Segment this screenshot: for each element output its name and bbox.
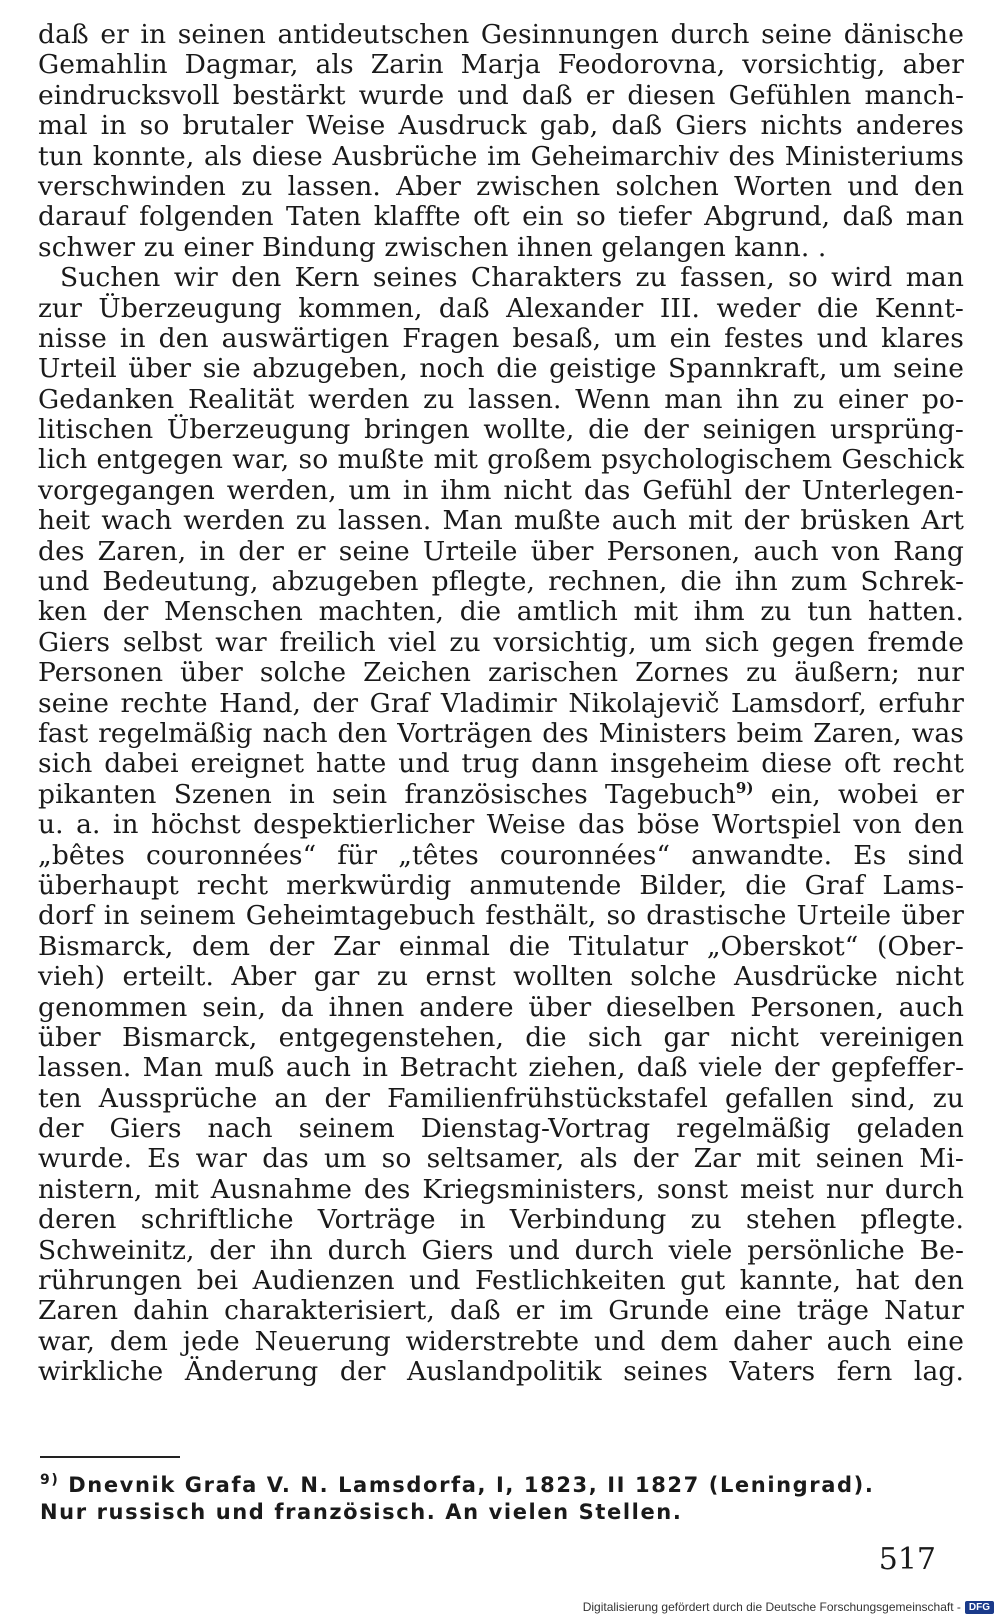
text-line: zur Überzeugung kommen, daß Alexander III. weder die Kennt- — [38, 292, 964, 324]
text-line: tun konnte, als diese Ausbrüche im Geheimarchiv des Ministeriums — [38, 140, 964, 172]
text-line: lassen. Man muß auch in Betracht ziehen, daß viele der gepfeffer- — [38, 1052, 964, 1084]
text-line: Personen über solche Zeichen zarischen Zornes zu äußern; nur — [38, 657, 964, 689]
text-line: daß er in seinen antideutschen Gesinnungen durch seine dänische — [38, 19, 964, 50]
text-line: Giers selbst war freilich viel zu vorsichtig, um sich gegen fremde — [38, 626, 964, 658]
page-number: 517 — [878, 1542, 936, 1577]
footnote-reference[interactable]: 9) — [735, 778, 754, 797]
text-line: heit wach werden zu lassen. Man mußte auch mit der brüsken Art — [38, 505, 964, 537]
text-line: und Bedeutung, abzugeben pflegte, rechnen, die ihn zum Schrek- — [38, 566, 964, 598]
text-line: Schweinitz, der ihn durch Giers und durch viele persönliche Be- — [38, 1234, 964, 1266]
text-line: Zaren dahin charakterisiert, daß er im Grunde eine träge Natur — [38, 1295, 964, 1327]
text-line: nisse in den auswärtigen Fragen besaß, um ein festes und klares — [38, 322, 964, 354]
text-line: fast regelmäßig nach den Vorträgen des Ministers beim Zaren, was — [38, 717, 964, 749]
text-line: war, dem jede Neuerung widerstrebte und dem daher auch eine — [38, 1325, 964, 1357]
text-line-with-footnote-ref — [38, 780, 964, 810]
text-line: Bismarck, dem der Zar einmal die Titulatur „Oberskot“ (Ober- — [38, 930, 964, 962]
text-line: wirkliche Änderung der Auslandpolitik seines Vaters fern lag. — [38, 1356, 964, 1388]
text-line: genommen sein, da ihnen andere über dieselben Personen, auch — [38, 991, 964, 1023]
text-line: Urteil über sie abzugeben, noch die geistige Spannkraft, um seine — [38, 353, 964, 385]
text-line: u. a. in höchst despektierlicher Weise das böse Wortspiel von den — [38, 809, 964, 841]
credit-text: Digitalisierung gefördert durch die Deutsche Forschungsgemeinschaft - — [582, 1600, 961, 1614]
text-segment: pikanten Szenen in sein französisches Tagebuch — [38, 778, 736, 810]
digitization-credit — [583, 1600, 994, 1614]
text-line: überhaupt recht merkwürdig anmutende Bilder, die Graf Lams- — [38, 869, 964, 901]
text-line: ken der Menschen machten, die amtlich mit ihm zu tun hatten. — [38, 596, 964, 628]
text-line: des Zaren, in der er seine Urteile über Personen, auch von Rang — [38, 535, 964, 567]
text-line: über Bismarck, entgegenstehen, die sich gar nicht vereinigen — [38, 1021, 964, 1053]
text-line: Gemahlin Dagmar, als Zarin Marja Feodorovna, vorsichtig, aber — [38, 49, 964, 81]
text-line: dorf in seinem Geheimtagebuch festhält, so drastische Urteile über — [38, 900, 964, 932]
footnote-line — [40, 1472, 966, 1499]
footnote-mark: 9) — [40, 1472, 60, 1488]
text-line: rührungen bei Audienzen und Festlichkeiten gut kannte, hat den — [38, 1265, 964, 1297]
text-line: sich dabei ereignet hatte und trug dann insgeheim diese oft recht — [38, 748, 964, 780]
text-line: darauf folgenden Taten klaffte oft ein so tiefer Abgrund, daß man — [38, 201, 964, 233]
text-line: „bêtes couronnées“ für „têtes couronnées“ anwandte. Es sind — [38, 839, 964, 871]
text-line: der Giers nach seinem Dienstag-Vortrag regelmäßig geladen — [38, 1113, 964, 1145]
paragraph-start-line: Suchen wir den Kern seines Charakters zu fassen, so wird man — [60, 262, 964, 294]
text-line: verschwinden zu lassen. Aber zwischen solchen Worten und den — [38, 170, 964, 202]
text-segment: ein, wobei er — [753, 778, 964, 810]
body-text — [38, 20, 964, 1388]
text-line: schwer zu einer Bindung zwischen ihnen gelangen kann. . — [38, 231, 827, 263]
text-line: litischen Überzeugung bringen wollte, die der seinigen ursprüng- — [38, 414, 964, 446]
text-line: deren schriftliche Vorträge in Verbindung zu stehen pflegte. — [38, 1204, 964, 1236]
text-line: seine rechte Hand, der Graf Vladimir Nikolajevič Lamsdorf, erfuhr — [38, 687, 964, 719]
text-line: nistern, mit Ausnahme des Kriegsministers, sonst meist nur durch — [38, 1173, 964, 1205]
footnote-text: Dnevnik Grafa V. N. Lamsdorfa, I, 1823, II 1827 (Leningrad). — [59, 1473, 875, 1497]
footnote-divider — [40, 1456, 180, 1458]
text-line: ten Aussprüche an der Familienfrühstückstafel gefallen sind, zu — [38, 1082, 964, 1114]
text-line: Gedanken Realität werden zu lassen. Wenn man ihn zu einer po- — [38, 383, 964, 415]
text-line: wurde. Es war das um so seltsamer, als der Zar mit seinen Mi- — [38, 1143, 964, 1175]
footnote — [40, 1472, 966, 1526]
text-line: vorgegangen werden, um in ihm nicht das Gefühl der Unterlegen- — [38, 474, 964, 506]
footnote-line: Nur russisch und französisch. An vielen Stellen. — [40, 1500, 683, 1524]
text-line: mal in so brutaler Weise Ausdruck gab, daß Giers nichts anderes — [38, 110, 964, 142]
text-line: lich entgegen war, so mußte mit großem psychologischem Geschick — [38, 444, 964, 476]
dfg-logo-icon: DFG — [965, 1601, 994, 1614]
text-line: vieh) erteilt. Aber gar zu ernst wollten solche Ausdrücke nicht — [38, 961, 964, 993]
text-line: eindrucksvoll bestärkt wurde und daß er diesen Gefühlen manch- — [38, 79, 964, 111]
